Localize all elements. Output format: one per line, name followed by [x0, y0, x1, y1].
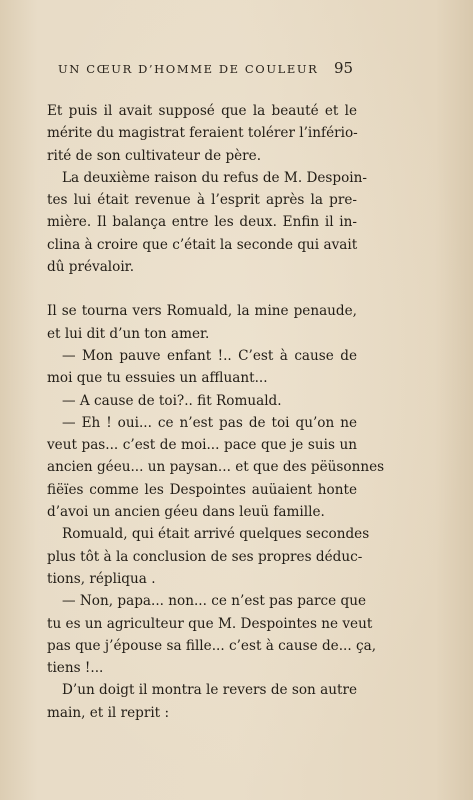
text-line: veut pas... c’est de moi... pace que je suis un	[47, 437, 357, 454]
paragraph	[47, 100, 357, 167]
running-title: UN CŒUR D’HOMME DE COULEUR	[58, 62, 319, 76]
text-line: d’avoi un ancien géeu dans leuü famille.	[47, 504, 325, 521]
text-line: La deuxième raison du refus de M. Despoin-	[62, 169, 367, 186]
text-line: Et puis il avait supposé que la beauté et le	[47, 103, 357, 119]
paragraph	[47, 412, 385, 523]
text-line: mière. Il balança entre les deux. Enfin il in-	[47, 214, 357, 231]
text-line: plus tôt à la conclusion de ses propres déduc-	[47, 548, 363, 565]
text-line: — A cause de toi?.. fit Romuald.	[62, 392, 282, 409]
paragraph	[47, 590, 377, 679]
text-line: — Mon pauve enfant !.. C’est à cause de	[62, 347, 357, 364]
text-line: main, et il reprit :	[47, 704, 170, 721]
paragraph	[47, 345, 357, 390]
page-number: 95	[334, 59, 354, 77]
paragraph	[47, 390, 357, 412]
text-line: — Eh ! oui... ce n’est pas de toi qu’on ne	[62, 414, 357, 431]
text-line: tions, répliqua .	[47, 570, 156, 587]
text-line: D’un doigt il montra le revers de son autre	[62, 682, 357, 699]
page-body	[47, 100, 385, 724]
text-line: ancien géeu... un paysan... et que des pëüsonnes	[47, 459, 385, 476]
text-line: Romuald, qui était arrivé quelques secondes	[62, 526, 370, 543]
paragraph	[47, 523, 370, 590]
paragraph	[47, 300, 357, 345]
text-line: pas que j’épouse sa fille... c’est à cause de... ça,	[47, 637, 377, 654]
text-line: et lui dit d’un ton amer.	[47, 325, 210, 342]
paragraph	[47, 167, 367, 278]
text-line: clina à croire que c’était la seconde qui avait	[47, 236, 358, 253]
paragraph	[47, 679, 357, 724]
text-line: — Non, papa... non... ce n’est pas parce que	[62, 593, 367, 610]
text-line: fiëïes comme les Despointes auüaient honte	[47, 481, 357, 498]
text-line: moi que tu essuies un affluant...	[47, 370, 268, 387]
text-line: tu es un agriculteur que M. Despointes ne veut	[47, 615, 373, 632]
text-line: tes lui était revenue à l’esprit après la pre-	[47, 192, 357, 209]
text-line: tiens !...	[47, 660, 104, 677]
text-line: Il se tourna vers Romuald, la mine penaude,	[47, 303, 357, 320]
text-line: rité de son cultivateur de père.	[47, 147, 262, 164]
text-line: dû prévaloir.	[47, 259, 135, 276]
text-line: mérite du magistrat feraient tolérer l’infério-	[47, 125, 358, 142]
